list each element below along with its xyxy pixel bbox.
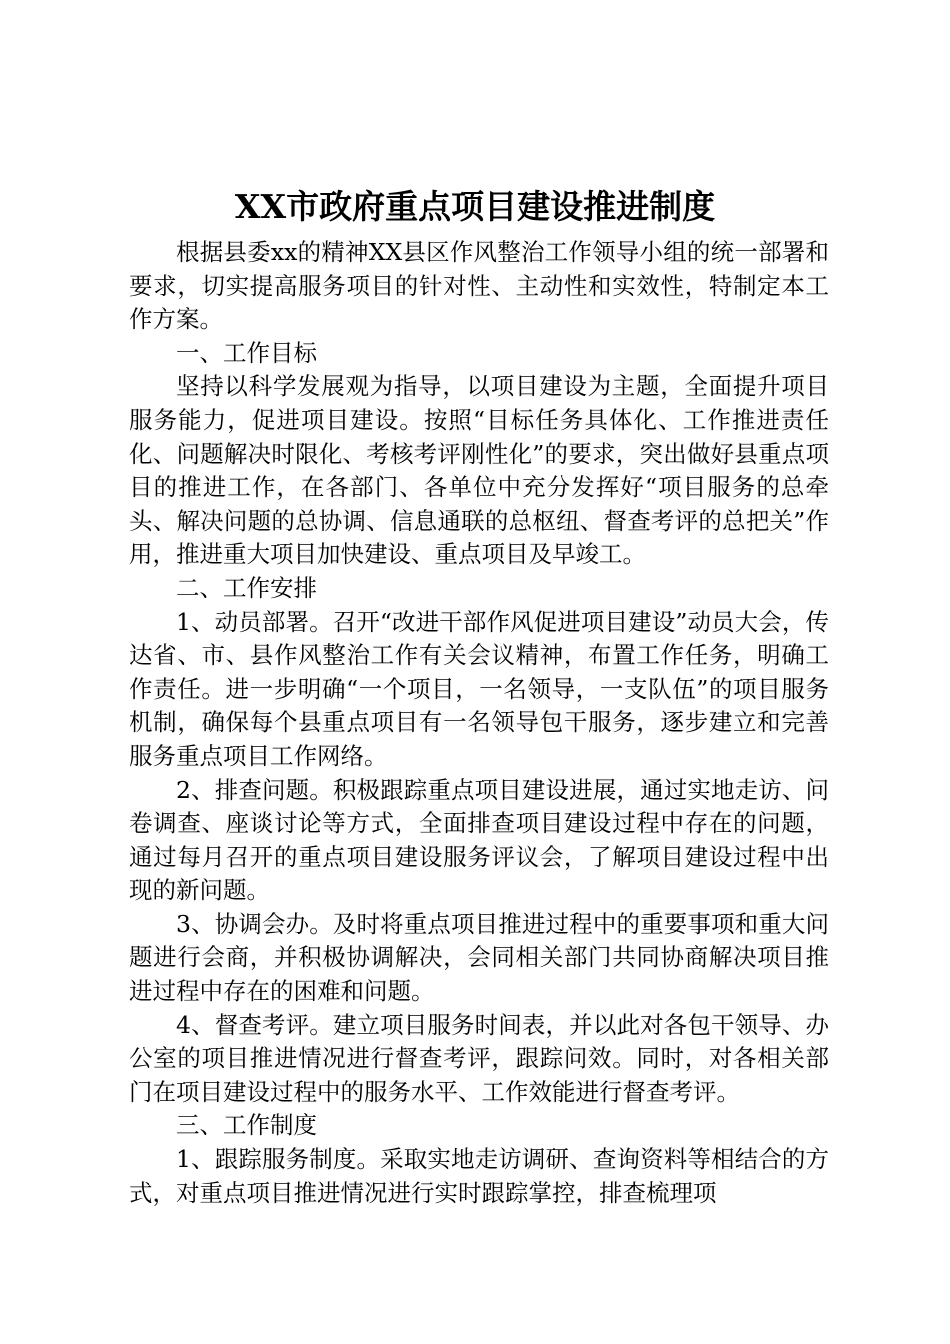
paragraph-arrangement-3: 3、协调会办。及时将重点项目推进过程中的重要事项和重大问题进行会商，并积极协调解决，会同相关部门共同协商解决项目推进过程中存在的困难和问题。: [129, 909, 829, 1006]
document-body: [129, 236, 829, 1210]
paragraph-arrangement-4: 4、督查考评。建立项目服务时间表，并以此对各包干领导、办公室的项目推进情况进行督查考评，跟踪问效。同时，对各相关部门在项目建设过程中的服务水平、工作效能进行督查考评。: [129, 1010, 829, 1106]
heading-work-arrangement: 二、工作安排: [176, 573, 317, 602]
paragraph-intro: 根据县委xx的精神XX县区作风整治工作领导小组的统一部署和要求，切实提高服务项目的针对性、主动性和实效性，特制定本工作方案。: [129, 238, 829, 334]
heading-work-goal: 一、工作目标: [176, 338, 317, 367]
paragraph-system-1: 1、跟踪服务制度。采取实地走访调研、查询资料等相结合的方式，对重点项目推进情况进行实时跟踪掌控，排查梳理项: [129, 1145, 829, 1207]
paragraph-work-goal: 坚持以科学发展观为指导，以项目建设为主题，全面提升项目服务能力，促进项目建设。按照“目标任务具体化、工作推进责任化、问题解决时限化、考核考评刚性化”的要求，突出做好县重点项目的推进工作，在各部门、各单位中充分发挥好“项目服务的总牵头、解决问题的总协调、信息通联的总枢纽、督查考评的总把关”作用，推进重大项目加快建设、重点项目及早竣工。: [129, 372, 829, 569]
paragraph-arrangement-1: 1、动员部署。召开“改进干部作风促进项目建设”动员大会，传达省、市、县作风整治工作有关会议精神，布置工作任务，明确工作责任。进一步明确“一个项目，一名领导，一支队伍”的项目服务机制，确保每个县重点项目有一名领导包干服务，逐步建立和完善服务重点项目工作网络。: [129, 607, 829, 770]
heading-work-system: 三、工作制度: [176, 1111, 317, 1140]
document-title: XX市政府重点项目建设推进制度: [234, 187, 716, 226]
paragraph-arrangement-2: 2、排查问题。积极跟踪重点项目建设进展，通过实地走访、问卷调查、座谈讨论等方式，全面排查项目建设过程中存在的问题，通过每月召开的重点项目建设服务评议会，了解项目建设过程中出现的新问题。: [129, 775, 829, 905]
